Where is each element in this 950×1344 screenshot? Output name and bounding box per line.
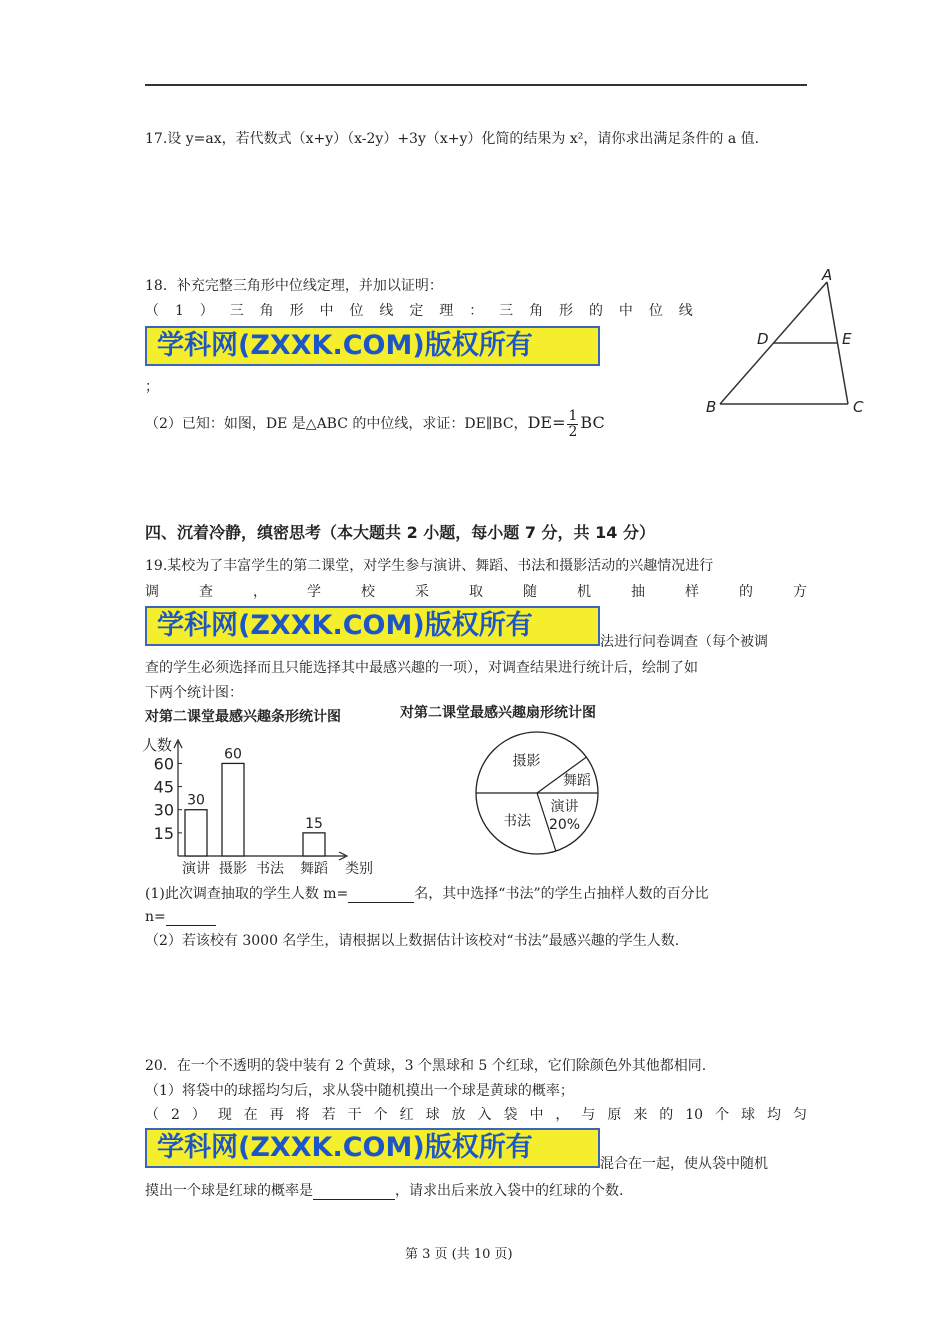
answer-blank-n[interactable] bbox=[166, 907, 216, 926]
section-4-heading: 四、沉着冷静，缜密思考（本大题共 2 小题，每小题 7 分，共 14 分） bbox=[145, 523, 655, 542]
x-tick-label: 舞蹈 bbox=[300, 861, 328, 877]
bar-chart bbox=[140, 728, 390, 878]
spread-char: 线 bbox=[379, 303, 394, 319]
spread-char: 取 bbox=[469, 584, 483, 600]
spread-char: 三 bbox=[229, 303, 244, 319]
x-axis-label: 类别 bbox=[345, 861, 373, 877]
spread-char: 位 bbox=[648, 303, 663, 319]
spread-char: 校 bbox=[361, 584, 375, 600]
header-rule bbox=[145, 84, 807, 86]
watermark-banner: 学科网(ZXXK.COM)版权所有 bbox=[145, 606, 600, 646]
question-18-semicolon: ； bbox=[145, 379, 159, 395]
spread-char: ， bbox=[253, 584, 267, 600]
fraction-numerator: 1 bbox=[568, 407, 578, 424]
spread-char: 学 bbox=[307, 584, 321, 600]
spread-char: 抽 bbox=[631, 584, 645, 600]
spread-char: ： bbox=[469, 303, 484, 319]
label-b: B bbox=[706, 398, 717, 416]
spread-char: 个 bbox=[715, 1107, 730, 1123]
pie-chart-title: 对第二课堂最感兴趣扇形统计图 bbox=[400, 705, 596, 721]
triangle-figure bbox=[700, 262, 880, 422]
x-tick-label: 摄影 bbox=[219, 861, 247, 877]
x-tick-label: 演讲 bbox=[182, 861, 210, 877]
spread-char: 若 bbox=[321, 1107, 336, 1123]
spread-char: 三 bbox=[499, 303, 514, 319]
spread-char: 样 bbox=[685, 584, 699, 600]
spread-char: 理 bbox=[439, 303, 454, 319]
spread-char: 个 bbox=[373, 1107, 388, 1123]
spread-char: 形 bbox=[289, 303, 304, 319]
pie-chart bbox=[460, 725, 620, 865]
spread-char: 1 bbox=[174, 303, 184, 319]
spread-char: 随 bbox=[523, 584, 537, 600]
spread-char: （ bbox=[145, 1107, 159, 1123]
question-20-line4: 混合在一起，使从袋中随机 bbox=[600, 1156, 768, 1172]
part2-bc: BC bbox=[580, 413, 605, 432]
question-19-sub1 bbox=[145, 884, 709, 903]
bar-value-label: 15 bbox=[305, 815, 323, 832]
spread-char: 原 bbox=[607, 1107, 622, 1123]
spread-char: 球 bbox=[425, 1107, 440, 1123]
question-19-sub1-n bbox=[145, 907, 216, 926]
spread-char: 位 bbox=[349, 303, 364, 319]
spread-char: 红 bbox=[399, 1107, 414, 1123]
line5-text-b: ，请求出后来放入袋中的红球的个数. bbox=[395, 1183, 624, 1199]
spread-char: 10 bbox=[685, 1107, 704, 1123]
question-20-line5 bbox=[145, 1181, 623, 1200]
spread-char: 干 bbox=[347, 1107, 362, 1123]
spread-char: 袋 bbox=[503, 1107, 518, 1123]
y-tick-label: 45 bbox=[153, 777, 174, 797]
pie-slice-percent: 20% bbox=[548, 816, 581, 833]
spread-char: 角 bbox=[529, 303, 544, 319]
spread-char: 中 bbox=[529, 1107, 544, 1123]
spread-char: 机 bbox=[577, 584, 591, 600]
question-19-line2 bbox=[145, 583, 807, 601]
spread-char: 查 bbox=[199, 584, 213, 600]
part2-de: DE= bbox=[527, 413, 566, 432]
spread-char: 线 bbox=[678, 303, 693, 319]
sub1-text-a: (1)此次调查抽取的学生人数 m= bbox=[145, 886, 349, 902]
sub1-text-b: 名，其中选择“书法”的学生占抽样人数的百分比 bbox=[414, 886, 709, 902]
spread-char: 的 bbox=[659, 1107, 674, 1123]
spread-char: 入 bbox=[477, 1107, 492, 1123]
bar-value-label: 30 bbox=[187, 792, 205, 809]
spread-char: 均 bbox=[767, 1107, 781, 1123]
spread-char: 形 bbox=[559, 303, 574, 319]
pie-slice-label: 摄影 bbox=[512, 753, 541, 770]
question-20-line1: 20．在一个不透明的袋中装有 2 个黄球，3 个黑球和 5 个红球，它们除颜色外其他都相同. bbox=[145, 1058, 707, 1074]
spread-char: 球 bbox=[741, 1107, 756, 1123]
label-e: E bbox=[842, 330, 852, 348]
question-18-part1 bbox=[145, 302, 693, 320]
spread-char: 来 bbox=[633, 1107, 648, 1123]
bar-chart-title: 对第二课堂最感兴趣条形统计图 bbox=[145, 709, 341, 725]
spread-char: 的 bbox=[588, 303, 603, 319]
answer-blank-probability[interactable] bbox=[313, 1181, 395, 1200]
bar bbox=[185, 810, 207, 856]
question-19-sub2: （2）若该校有 3000 名学生，请根据以上数据估计该校对“书法”最感兴趣的学生人数. bbox=[145, 933, 680, 949]
label-d: D bbox=[757, 330, 769, 348]
question-19-line1: 19.某校为了丰富学生的第二课堂，对学生参与演讲、舞蹈、书法和摄影活动的兴趣情况进行 bbox=[145, 558, 714, 574]
label-c: C bbox=[853, 398, 864, 416]
spread-char: 的 bbox=[739, 584, 753, 600]
fraction-denominator: 2 bbox=[568, 423, 578, 440]
spread-char: 调 bbox=[145, 584, 159, 600]
question-18-title: 18．补充完整三角形中位线定理，并加以证明： bbox=[145, 278, 443, 294]
question-19-line5: 下两个统计图： bbox=[145, 685, 243, 701]
spread-char: 放 bbox=[451, 1107, 466, 1123]
spread-char: ， bbox=[555, 1107, 570, 1123]
spread-char: 在 bbox=[243, 1107, 258, 1123]
line5-text-a: 摸出一个球是红球的概率是 bbox=[145, 1183, 313, 1199]
fraction-one-half bbox=[567, 409, 578, 440]
spread-char: 与 bbox=[581, 1107, 596, 1123]
spread-char: 2 bbox=[170, 1107, 180, 1123]
y-axis-label: 人数 bbox=[142, 736, 173, 754]
spread-char: 采 bbox=[415, 584, 429, 600]
y-tick-label: 15 bbox=[153, 823, 174, 843]
answer-blank-m[interactable] bbox=[348, 884, 414, 903]
spread-char: 再 bbox=[269, 1107, 284, 1123]
y-tick-label: 60 bbox=[153, 754, 174, 774]
pie-slice-label: 演讲 bbox=[550, 798, 579, 815]
part2-prefix: （2）已知：如图，DE 是△ABC 的中位线，求证：DE∥BC， bbox=[145, 416, 528, 432]
watermark-banner: 学科网(ZXXK.COM)版权所有 bbox=[145, 1128, 600, 1168]
bar bbox=[222, 763, 244, 856]
spread-char: 方 bbox=[793, 584, 807, 600]
spread-char: ） bbox=[191, 1107, 206, 1123]
sub1-text-c: n= bbox=[145, 909, 166, 925]
question-20-line2: （1）将袋中的球摇均匀后，求从袋中随机摸出一个球是黄球的概率； bbox=[145, 1083, 574, 1099]
label-a: A bbox=[822, 266, 833, 284]
spread-char: 角 bbox=[259, 303, 274, 319]
spread-char: （ bbox=[145, 303, 159, 319]
spread-char: ） bbox=[199, 303, 214, 319]
spread-char: 中 bbox=[618, 303, 633, 319]
question-17: 17.设 y=ax，若代数式（x+y）（x-2y）+3y（x+y）化简的结果为 x²，请你求出满足条件的 a 值. bbox=[145, 131, 760, 147]
bar-value-label: 60 bbox=[224, 746, 242, 763]
question-18-part2 bbox=[145, 406, 605, 441]
question-19-line4: 查的学生必须选择而且只能选择其中最感兴趣的一项），对调查结果进行统计后，绘制了如 bbox=[145, 660, 698, 676]
pie-slice-label: 舞蹈 bbox=[562, 773, 591, 790]
spread-char: 现 bbox=[217, 1107, 232, 1123]
question-20-line3 bbox=[145, 1106, 807, 1124]
pie-slice-label: 书法 bbox=[503, 813, 532, 830]
page-footer: 第 3 页 (共 10 页) bbox=[405, 1247, 513, 1262]
bar bbox=[303, 833, 325, 856]
spread-char: 中 bbox=[319, 303, 334, 319]
x-tick-label: 书法 bbox=[256, 861, 284, 877]
y-tick-label: 30 bbox=[153, 800, 174, 820]
question-19-line3: 法进行问卷调查（每个被调 bbox=[600, 634, 768, 650]
spread-char: 将 bbox=[295, 1107, 310, 1123]
spread-char: 定 bbox=[409, 303, 424, 319]
watermark-banner: 学科网(ZXXK.COM)版权所有 bbox=[145, 326, 600, 366]
spread-char: 匀 bbox=[792, 1107, 807, 1123]
